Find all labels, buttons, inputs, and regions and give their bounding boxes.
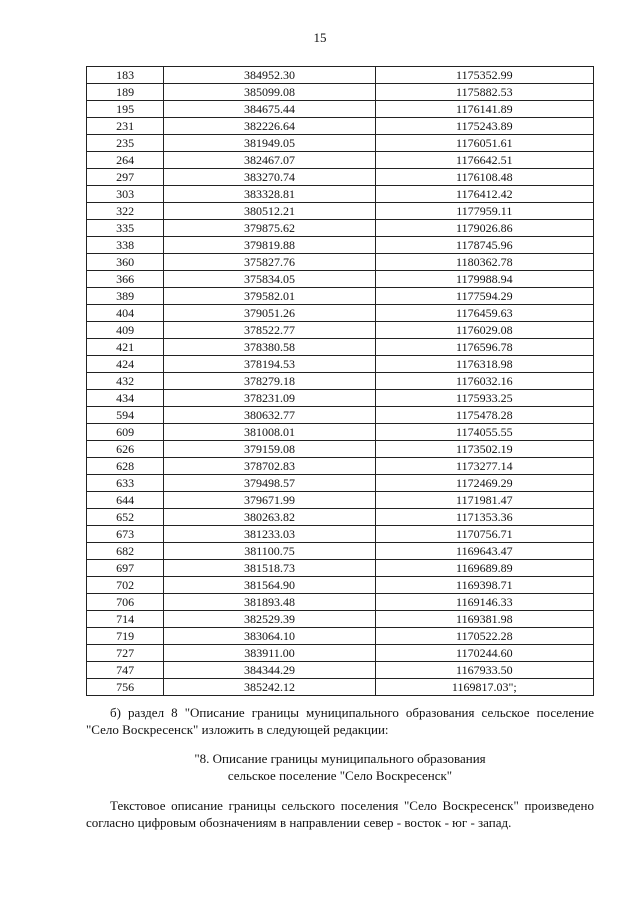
point-number-cell: 702 bbox=[87, 577, 164, 594]
y-coordinate-cell: 1179988.94 bbox=[375, 271, 593, 288]
y-coordinate-cell: 1180362.78 bbox=[375, 254, 593, 271]
y-coordinate-cell: 1176032.16 bbox=[375, 373, 593, 390]
point-number-cell: 706 bbox=[87, 594, 164, 611]
table-row bbox=[87, 237, 594, 254]
x-coordinate-cell: 382529.39 bbox=[164, 611, 375, 628]
point-number-cell: 183 bbox=[87, 67, 164, 84]
y-coordinate-cell: 1176642.51 bbox=[375, 152, 593, 169]
y-coordinate-cell: 1169398.71 bbox=[375, 577, 593, 594]
y-coordinate-cell: 1175352.99 bbox=[375, 67, 593, 84]
table-row bbox=[87, 186, 594, 203]
point-number-cell: 404 bbox=[87, 305, 164, 322]
point-number-cell: 297 bbox=[87, 169, 164, 186]
x-coordinate-cell: 380263.82 bbox=[164, 509, 375, 526]
point-number-cell: 389 bbox=[87, 288, 164, 305]
point-number-cell: 195 bbox=[87, 101, 164, 118]
y-coordinate-cell: 1175933.25 bbox=[375, 390, 593, 407]
y-coordinate-cell: 1172469.29 bbox=[375, 475, 593, 492]
x-coordinate-cell: 382226.64 bbox=[164, 118, 375, 135]
section-8-heading bbox=[86, 750, 594, 784]
y-coordinate-cell: 1176051.61 bbox=[375, 135, 593, 152]
section-8-heading-line2: сельское поселение "Село Воскресенск" bbox=[227, 768, 453, 783]
point-number-cell: 264 bbox=[87, 152, 164, 169]
table-row bbox=[87, 509, 594, 526]
point-number-cell: 714 bbox=[87, 611, 164, 628]
x-coordinate-cell: 384952.30 bbox=[164, 67, 375, 84]
table-row bbox=[87, 288, 594, 305]
point-number-cell: 434 bbox=[87, 390, 164, 407]
table-row bbox=[87, 152, 594, 169]
coordinates-table-body bbox=[87, 67, 594, 696]
table-row bbox=[87, 475, 594, 492]
x-coordinate-cell: 381100.75 bbox=[164, 543, 375, 560]
x-coordinate-cell: 381564.90 bbox=[164, 577, 375, 594]
x-coordinate-cell: 383328.81 bbox=[164, 186, 375, 203]
table-row bbox=[87, 611, 594, 628]
point-number-cell: 432 bbox=[87, 373, 164, 390]
x-coordinate-cell: 378702.83 bbox=[164, 458, 375, 475]
table-row bbox=[87, 492, 594, 509]
y-coordinate-cell: 1173502.19 bbox=[375, 441, 593, 458]
table-row bbox=[87, 271, 594, 288]
point-number-cell: 303 bbox=[87, 186, 164, 203]
x-coordinate-cell: 378231.09 bbox=[164, 390, 375, 407]
point-number-cell: 421 bbox=[87, 339, 164, 356]
table-row bbox=[87, 118, 594, 135]
y-coordinate-cell: 1171353.36 bbox=[375, 509, 593, 526]
x-coordinate-cell: 381233.03 bbox=[164, 526, 375, 543]
x-coordinate-cell: 379498.57 bbox=[164, 475, 375, 492]
x-coordinate-cell: 383270.74 bbox=[164, 169, 375, 186]
point-number-cell: 719 bbox=[87, 628, 164, 645]
x-coordinate-cell: 381008.01 bbox=[164, 424, 375, 441]
section-8-heading-line1: "8. Описание границы муниципального образования bbox=[194, 751, 486, 766]
x-coordinate-cell: 378522.77 bbox=[164, 322, 375, 339]
table-row bbox=[87, 424, 594, 441]
y-coordinate-cell: 1169146.33 bbox=[375, 594, 593, 611]
x-coordinate-cell: 380512.21 bbox=[164, 203, 375, 220]
table-row bbox=[87, 84, 594, 101]
x-coordinate-cell: 379582.01 bbox=[164, 288, 375, 305]
point-number-cell: 626 bbox=[87, 441, 164, 458]
y-coordinate-cell: 1176029.08 bbox=[375, 322, 593, 339]
y-coordinate-cell: 1175478.28 bbox=[375, 407, 593, 424]
point-number-cell: 609 bbox=[87, 424, 164, 441]
y-coordinate-cell: 1170244.60 bbox=[375, 645, 593, 662]
point-number-cell: 747 bbox=[87, 662, 164, 679]
point-number-cell: 633 bbox=[87, 475, 164, 492]
point-number-cell: 235 bbox=[87, 135, 164, 152]
table-row bbox=[87, 577, 594, 594]
y-coordinate-cell: 1169817.03"; bbox=[375, 679, 593, 696]
y-coordinate-cell: 1173277.14 bbox=[375, 458, 593, 475]
x-coordinate-cell: 385242.12 bbox=[164, 679, 375, 696]
y-coordinate-cell: 1177959.11 bbox=[375, 203, 593, 220]
table-row bbox=[87, 356, 594, 373]
x-coordinate-cell: 384675.44 bbox=[164, 101, 375, 118]
y-coordinate-cell: 1174055.55 bbox=[375, 424, 593, 441]
point-number-cell: 628 bbox=[87, 458, 164, 475]
y-coordinate-cell: 1179026.86 bbox=[375, 220, 593, 237]
x-coordinate-cell: 379671.99 bbox=[164, 492, 375, 509]
x-coordinate-cell: 385099.08 bbox=[164, 84, 375, 101]
y-coordinate-cell: 1171981.47 bbox=[375, 492, 593, 509]
x-coordinate-cell: 381949.05 bbox=[164, 135, 375, 152]
y-coordinate-cell: 1169643.47 bbox=[375, 543, 593, 560]
page-number: 15 bbox=[313, 30, 327, 45]
table-row bbox=[87, 339, 594, 356]
y-coordinate-cell: 1176412.42 bbox=[375, 186, 593, 203]
table-row bbox=[87, 441, 594, 458]
table-row bbox=[87, 305, 594, 322]
point-number-cell: 322 bbox=[87, 203, 164, 220]
table-row bbox=[87, 203, 594, 220]
x-coordinate-cell: 378380.58 bbox=[164, 339, 375, 356]
point-number-cell: 338 bbox=[87, 237, 164, 254]
point-number-cell: 409 bbox=[87, 322, 164, 339]
table-row bbox=[87, 543, 594, 560]
point-number-cell: 697 bbox=[87, 560, 164, 577]
point-number-cell: 360 bbox=[87, 254, 164, 271]
point-number-cell: 682 bbox=[87, 543, 164, 560]
table-row bbox=[87, 322, 594, 339]
table-row bbox=[87, 560, 594, 577]
table-row bbox=[87, 390, 594, 407]
y-coordinate-cell: 1176141.89 bbox=[375, 101, 593, 118]
y-coordinate-cell: 1176459.63 bbox=[375, 305, 593, 322]
x-coordinate-cell: 379051.26 bbox=[164, 305, 375, 322]
x-coordinate-cell: 381518.73 bbox=[164, 560, 375, 577]
point-number-cell: 594 bbox=[87, 407, 164, 424]
x-coordinate-cell: 380632.77 bbox=[164, 407, 375, 424]
point-number-cell: 652 bbox=[87, 509, 164, 526]
x-coordinate-cell: 381893.48 bbox=[164, 594, 375, 611]
x-coordinate-cell: 375834.05 bbox=[164, 271, 375, 288]
point-number-cell: 189 bbox=[87, 84, 164, 101]
table-row bbox=[87, 67, 594, 84]
x-coordinate-cell: 382467.07 bbox=[164, 152, 375, 169]
y-coordinate-cell: 1176318.98 bbox=[375, 356, 593, 373]
x-coordinate-cell: 384344.29 bbox=[164, 662, 375, 679]
point-number-cell: 673 bbox=[87, 526, 164, 543]
table-row bbox=[87, 220, 594, 237]
text-description-paragraph: Текстовое описание границы сельского поселения "Село Воскресенск" произведено согласно цифровым обозначениям в направлении север - восток - юг - запад. bbox=[86, 798, 594, 830]
y-coordinate-cell: 1178745.96 bbox=[375, 237, 593, 254]
table-row bbox=[87, 254, 594, 271]
section-b-paragraph: б) раздел 8 "Описание границы муниципального образования сельское поселение "Село Воскресенск" изложить в следующей редакции: bbox=[86, 705, 594, 737]
x-coordinate-cell: 375827.76 bbox=[164, 254, 375, 271]
y-coordinate-cell: 1170756.71 bbox=[375, 526, 593, 543]
y-coordinate-cell: 1167933.50 bbox=[375, 662, 593, 679]
point-number-cell: 231 bbox=[87, 118, 164, 135]
x-coordinate-cell: 379875.62 bbox=[164, 220, 375, 237]
table-row bbox=[87, 373, 594, 390]
table-row bbox=[87, 135, 594, 152]
point-number-cell: 424 bbox=[87, 356, 164, 373]
x-coordinate-cell: 383064.10 bbox=[164, 628, 375, 645]
table-row bbox=[87, 407, 594, 424]
table-row bbox=[87, 662, 594, 679]
y-coordinate-cell: 1177594.29 bbox=[375, 288, 593, 305]
y-coordinate-cell: 1175243.89 bbox=[375, 118, 593, 135]
point-number-cell: 335 bbox=[87, 220, 164, 237]
x-coordinate-cell: 379819.88 bbox=[164, 237, 375, 254]
table-row bbox=[87, 169, 594, 186]
point-number-cell: 727 bbox=[87, 645, 164, 662]
y-coordinate-cell: 1175882.53 bbox=[375, 84, 593, 101]
y-coordinate-cell: 1169689.89 bbox=[375, 560, 593, 577]
point-number-cell: 756 bbox=[87, 679, 164, 696]
table-row bbox=[87, 101, 594, 118]
table-row bbox=[87, 526, 594, 543]
table-row bbox=[87, 458, 594, 475]
point-number-cell: 366 bbox=[87, 271, 164, 288]
point-number-cell: 644 bbox=[87, 492, 164, 509]
table-row bbox=[87, 628, 594, 645]
table-row bbox=[87, 645, 594, 662]
x-coordinate-cell: 379159.08 bbox=[164, 441, 375, 458]
table-row bbox=[87, 679, 594, 696]
table-row bbox=[87, 594, 594, 611]
y-coordinate-cell: 1170522.28 bbox=[375, 628, 593, 645]
y-coordinate-cell: 1169381.98 bbox=[375, 611, 593, 628]
x-coordinate-cell: 378194.53 bbox=[164, 356, 375, 373]
coordinates-table bbox=[86, 66, 594, 696]
y-coordinate-cell: 1176596.78 bbox=[375, 339, 593, 356]
x-coordinate-cell: 378279.18 bbox=[164, 373, 375, 390]
x-coordinate-cell: 383911.00 bbox=[164, 645, 375, 662]
y-coordinate-cell: 1176108.48 bbox=[375, 169, 593, 186]
